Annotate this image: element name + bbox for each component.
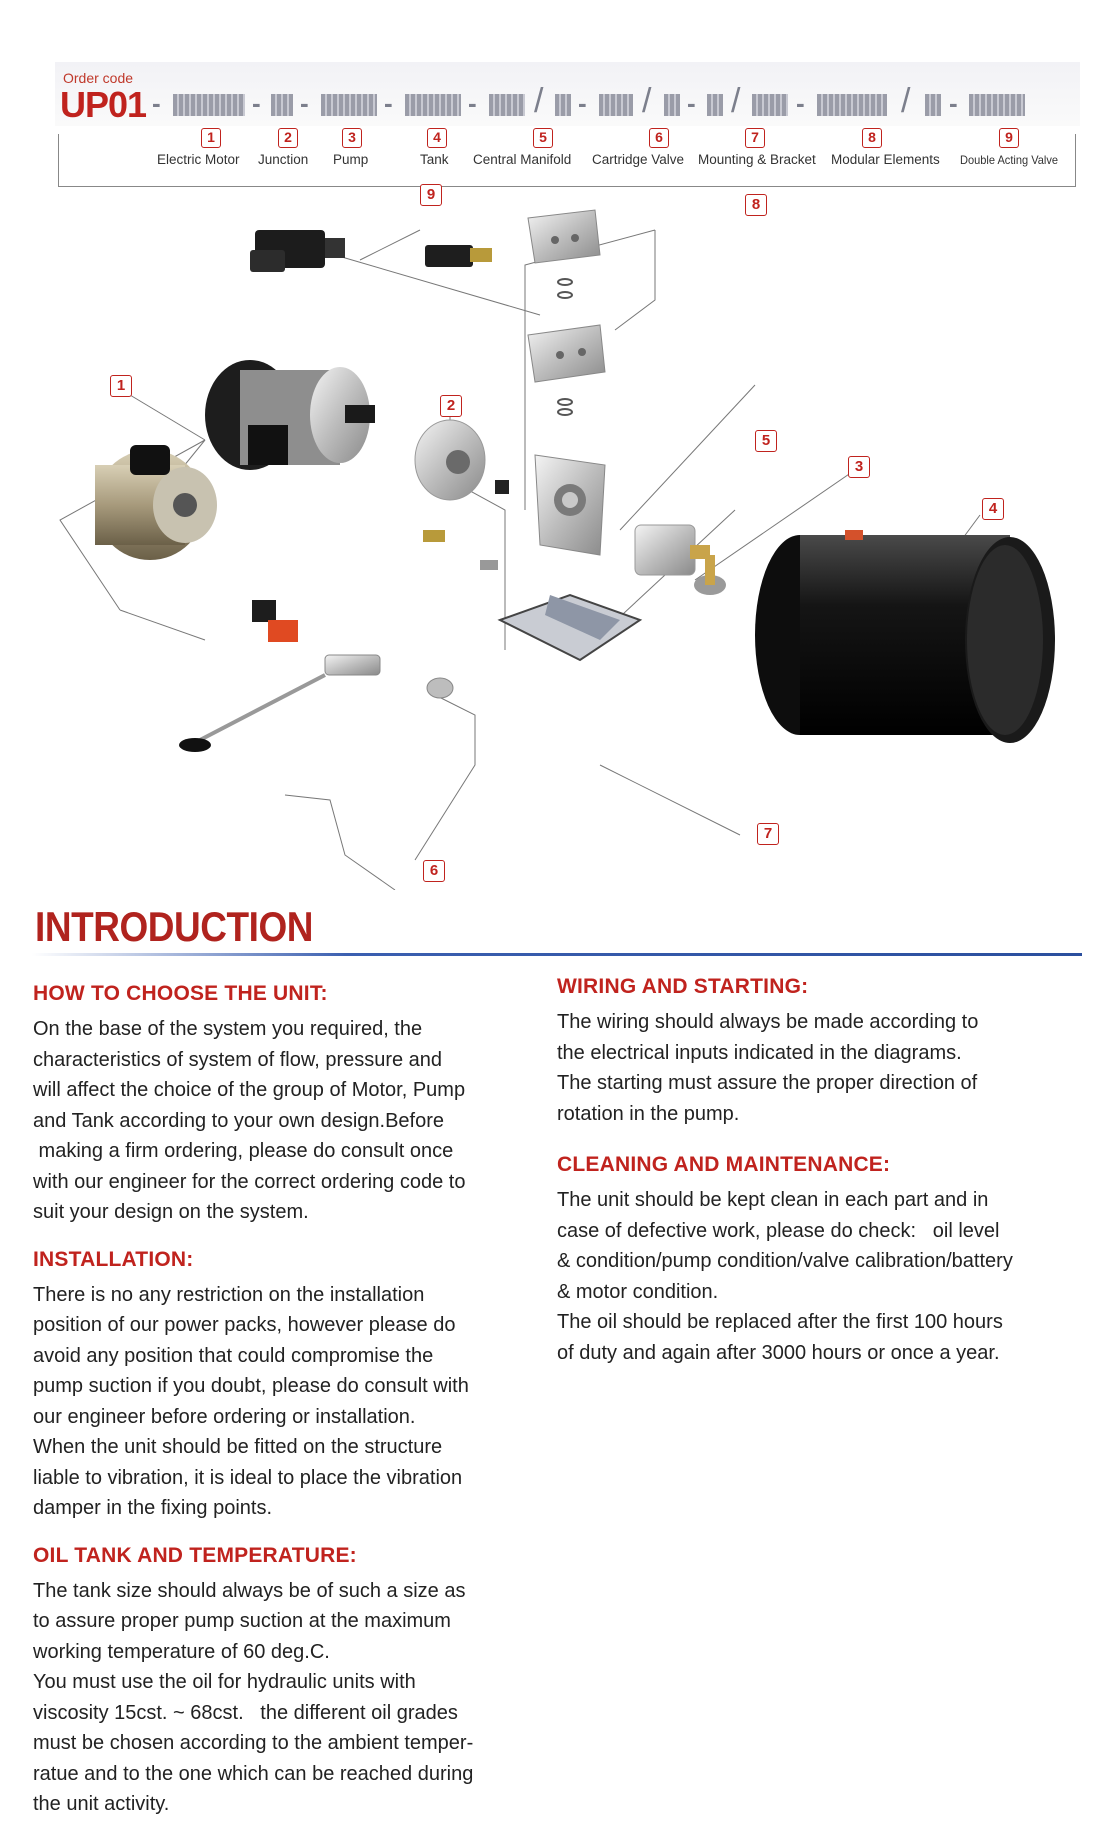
callout-3: 3: [848, 456, 870, 478]
code-separator: -: [252, 88, 261, 118]
code-separator: -: [796, 88, 805, 118]
code-slash: /: [901, 82, 911, 120]
code-separator: -: [152, 88, 161, 118]
code-segment-1: [173, 94, 245, 116]
assembly-drawing: [0, 200, 1112, 890]
code-separator: -: [300, 88, 309, 118]
code-segment-8a: [752, 94, 788, 116]
component-number-4: 4: [427, 128, 447, 148]
code-segment-3: [321, 94, 377, 116]
component-number-5: 5: [533, 128, 553, 148]
intro-right-column: [557, 975, 1077, 1368]
component-label-mounting-bracket: Mounting & Bracket: [698, 152, 816, 167]
code-slash: /: [731, 82, 741, 120]
code-separator: -: [687, 88, 696, 118]
section-how-to-choose: [33, 982, 543, 1228]
section-body: [557, 1185, 1077, 1368]
section-wiring: [557, 975, 1077, 1129]
code-segment-5: [489, 94, 525, 116]
text-line: The wiring should always be made according to: [557, 1011, 979, 1033]
modular-elements-image: [528, 210, 605, 415]
text-line: pump suction if you doubt, please do consult with: [33, 1375, 469, 1397]
component-label-double-acting-valve: Double Acting Valve: [960, 153, 1058, 167]
introduction-title: INTRODUCTION: [35, 903, 314, 950]
callout-4: 4: [982, 498, 1004, 520]
section-body: [557, 1007, 1077, 1129]
code-segment-6b: [599, 94, 633, 116]
component-label-modular-elements: Modular Elements: [831, 152, 940, 167]
callout-7: 7: [757, 823, 779, 845]
text-line: working temperature of 60 deg.C.: [33, 1640, 330, 1663]
text-line: case of defective work, please do check: oil level: [557, 1219, 1000, 1242]
text-line: position of our power packs, however please do: [33, 1314, 456, 1336]
text-line: The oil should be replaced after the first 100 hours: [557, 1311, 1003, 1333]
component-label-pump: Pump: [333, 152, 369, 167]
text-line: & motor condition.: [557, 1280, 719, 1303]
component-number-2: 2: [278, 128, 298, 148]
code-segment-8b: [817, 94, 887, 116]
section-cleaning: [557, 1153, 1077, 1368]
section-heading: WIRING AND STARTING:: [557, 975, 809, 998]
electric-motor-image: [95, 360, 375, 560]
tank-image: [755, 530, 1055, 743]
junction-image: [415, 420, 509, 570]
code-segment-7a: [664, 94, 680, 116]
component-number-1: 1: [201, 128, 221, 148]
code-segment-9b: [969, 94, 1025, 116]
component-number-3: 3: [342, 128, 362, 148]
text-line: liable to vibration, it is ideal to place the vibration: [33, 1466, 463, 1489]
component-label-central-manifold: Central Manifold: [473, 152, 572, 167]
section-body: [33, 1014, 543, 1228]
text-line: The starting must assure the proper direction of: [557, 1072, 978, 1094]
callout-6: 6: [423, 860, 445, 882]
component-label-tank: Tank: [420, 152, 449, 167]
component-label-cartridge-valve: Cartridge Valve: [592, 152, 685, 167]
component-label-junction: Junction: [258, 152, 309, 167]
code-slash: /: [534, 82, 544, 120]
code-segment-7b: [707, 94, 723, 116]
text-line: suit your design on the system.: [33, 1201, 309, 1223]
pump-image: [635, 525, 726, 595]
order-code-label: Order code: [63, 70, 134, 86]
callout-9: 9: [420, 184, 442, 206]
code-segment-4: [405, 94, 461, 116]
text-line: damper in the fixing points.: [33, 1497, 273, 1519]
text-line: and Tank according to your own design.Before: [33, 1109, 445, 1132]
callout-2: 2: [440, 395, 462, 417]
text-line: On the base of the system you required, the: [33, 1018, 423, 1040]
mounting-bracket-image: [500, 595, 640, 660]
text-line: must be chosen according to the ambient temper-: [33, 1732, 474, 1754]
code-segment-2: [271, 94, 293, 116]
text-line: will affect the choice of the group of Motor, Pump: [33, 1079, 466, 1101]
code-segment-6a: [555, 94, 571, 116]
text-line: with our engineer for the correct ordering code to: [33, 1170, 466, 1193]
callout-8: 8: [745, 194, 767, 216]
section-body: [33, 1576, 543, 1820]
text-line: The unit should be kept clean in each part and in: [557, 1189, 989, 1211]
section-oil-tank: [33, 1544, 543, 1820]
central-manifold-image: [535, 455, 605, 555]
order-code-panel: [55, 62, 1080, 190]
text-line: The tank size should always be of such a size as: [33, 1579, 466, 1602]
code-separator: -: [468, 88, 477, 118]
section-heading: CLEANING AND MAINTENANCE:: [557, 1153, 891, 1176]
component-number-9: 9: [999, 128, 1019, 148]
component-number-8: 8: [862, 128, 882, 148]
section-heading: INSTALLATION:: [33, 1247, 194, 1271]
callout-5: 5: [755, 430, 777, 452]
code-separator: -: [949, 88, 958, 118]
text-line: avoid any position that could compromise the: [33, 1344, 434, 1367]
text-line: viscosity 15cst. ~ 68cst. the different oil grades: [33, 1701, 458, 1724]
component-label-electric-motor: Electric Motor: [157, 152, 240, 167]
text-line: You must use the oil for hydraulic units with: [33, 1671, 416, 1693]
text-line: & condition/pump condition/valve calibration/battery: [557, 1250, 1013, 1272]
section-installation: [33, 1248, 543, 1524]
component-number-6: 6: [649, 128, 669, 148]
text-line: making a firm ordering, please do consult once: [33, 1140, 454, 1162]
section-body: [33, 1280, 543, 1524]
code-segment-9a: [925, 94, 941, 116]
code-separator: -: [578, 88, 587, 118]
order-code-prefix: UP01: [60, 84, 147, 125]
text-line: the electrical inputs indicated in the diagrams.: [557, 1041, 962, 1064]
cartridge-valve-image: [179, 600, 453, 752]
text-line: When the unit should be fitted on the structure: [33, 1436, 443, 1458]
text-line: of duty and again after 3000 hours or once a year.: [557, 1341, 1000, 1364]
callout-1: 1: [110, 375, 132, 397]
text-line: the unit activity.: [33, 1793, 170, 1815]
text-line: our engineer before ordering or installation.: [33, 1405, 416, 1428]
code-separator: -: [384, 88, 393, 118]
exploded-assembly-diagram: [0, 186, 1112, 890]
text-line: to assure proper pump suction at the maximum: [33, 1610, 451, 1632]
text-line: characteristics of system of flow, pressure and: [33, 1048, 443, 1071]
intro-left-column: [33, 982, 543, 1820]
component-number-7: 7: [745, 128, 765, 148]
text-line: rotation in the pump.: [557, 1102, 740, 1125]
section-heading: OIL TANK AND TEMPERATURE:: [33, 1543, 357, 1567]
introduction-divider: [32, 953, 1082, 956]
code-slash: /: [642, 82, 652, 120]
text-line: ratue and to the one which can be reached during: [33, 1762, 474, 1785]
text-line: There is no any restriction on the installation: [33, 1283, 425, 1306]
section-heading: HOW TO CHOOSE THE UNIT:: [33, 982, 328, 1005]
